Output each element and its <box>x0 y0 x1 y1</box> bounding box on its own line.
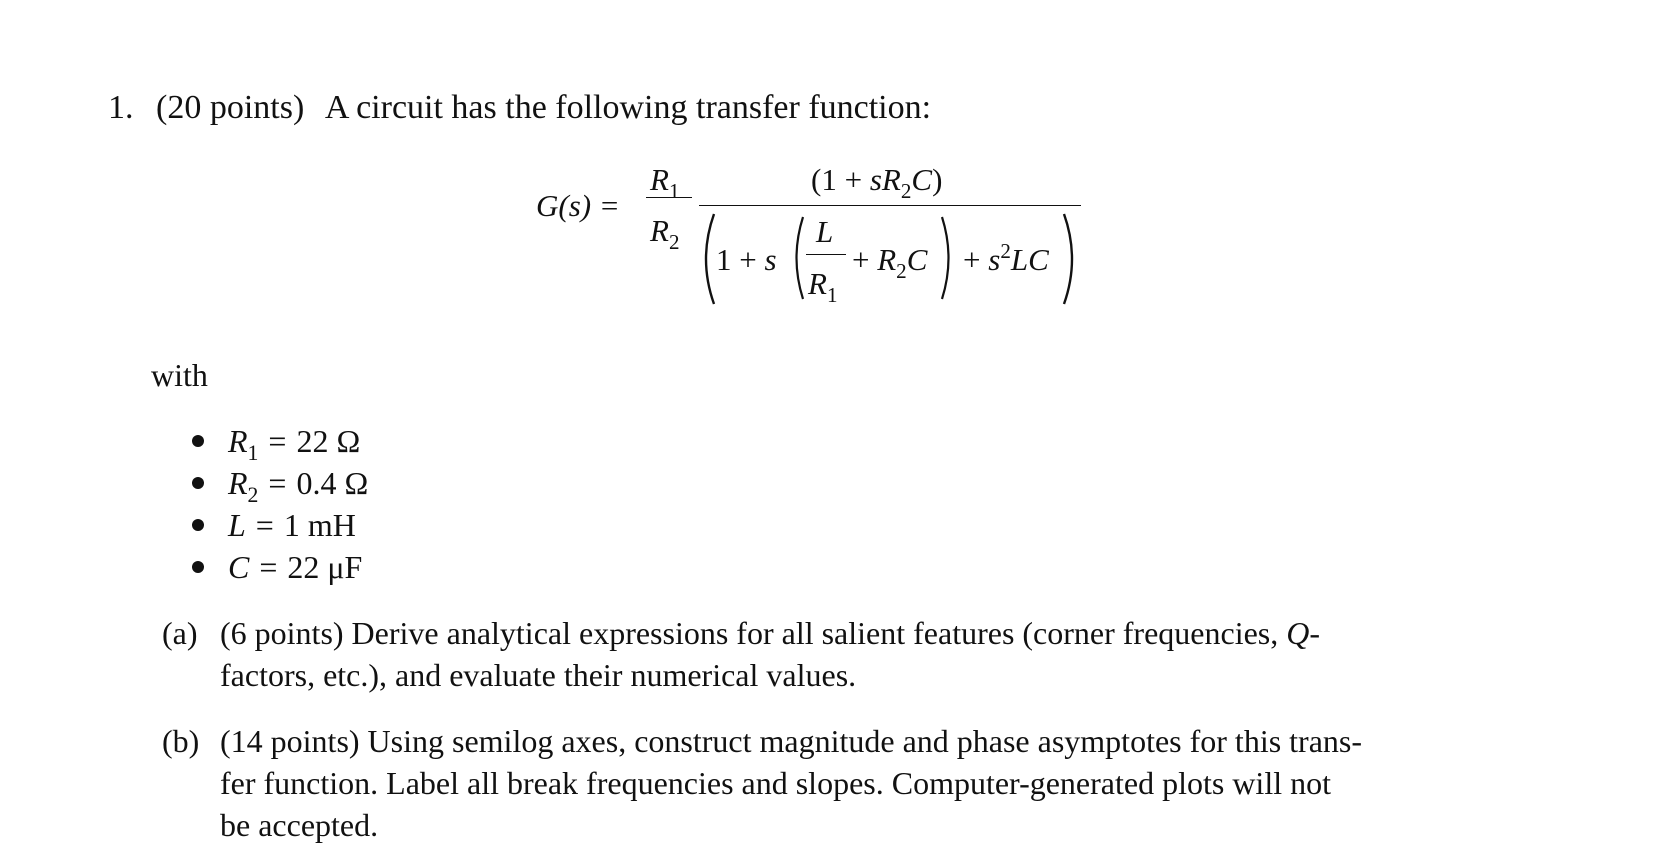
part-b-line-3: be accepted. <box>220 807 379 843</box>
bullet-icon <box>192 435 204 447</box>
part-a-line-1: (6 points) Derive analytical expressions for all salient features (corner frequencies, Q- <box>220 615 1320 651</box>
bullet-icon <box>192 561 204 573</box>
list-item: $R_1 = 22$ Ω <box>190 420 368 462</box>
part-b-line-2: fer function. Label all break frequencies and slopes. Computer-generated plots will not <box>220 765 1331 801</box>
outer-right-paren <box>1058 212 1082 306</box>
parameter-list <box>190 420 368 588</box>
den-plus-s2LC: + $s^2LC$ <box>963 239 1049 277</box>
main-fraction-bar <box>699 205 1081 206</box>
list-item: $R_2 = 0.4$ Ω <box>190 462 368 504</box>
inner-plus-R2C: + $R_2C$ <box>852 242 928 283</box>
main-numerator: $(1 + sR_2C)$ <box>811 162 943 203</box>
den-one-plus-s: 1 + s <box>716 242 777 277</box>
part-b-line-1: (14 points) Using semilog axes, construct magnitude and phase asymptotes for this trans- <box>220 723 1363 759</box>
bullet-icon <box>192 519 204 531</box>
with-label: with <box>151 357 208 393</box>
inner-left-paren <box>788 215 808 301</box>
list-item: L = 1 mH <box>190 504 368 546</box>
inner-fraction-denominator: $R_1$ <box>808 266 838 307</box>
problem-points: (20 points) <box>156 89 305 126</box>
inner-fraction-numerator: L <box>816 214 834 249</box>
ratio-denominator: $R_2$ <box>650 213 680 254</box>
part-b-label: (b) <box>162 723 200 759</box>
bullet-icon <box>192 477 204 489</box>
equation-lhs: G(s) = <box>536 188 620 223</box>
part-a-label: (a) <box>162 615 198 651</box>
transfer-function-equation <box>0 0 1668 330</box>
problem-number: 1. <box>108 89 134 126</box>
problem-statement: A circuit has the following transfer function: <box>324 89 932 126</box>
ratio-numerator: $R_1$ <box>650 162 680 203</box>
part-a-line-2: factors, etc.), and evaluate their numerical values. <box>220 657 857 693</box>
inner-fraction-bar <box>806 254 846 255</box>
inner-right-paren <box>937 215 957 301</box>
ratio-fraction-bar <box>646 197 692 198</box>
list-item: C = 22 μF <box>190 546 368 588</box>
